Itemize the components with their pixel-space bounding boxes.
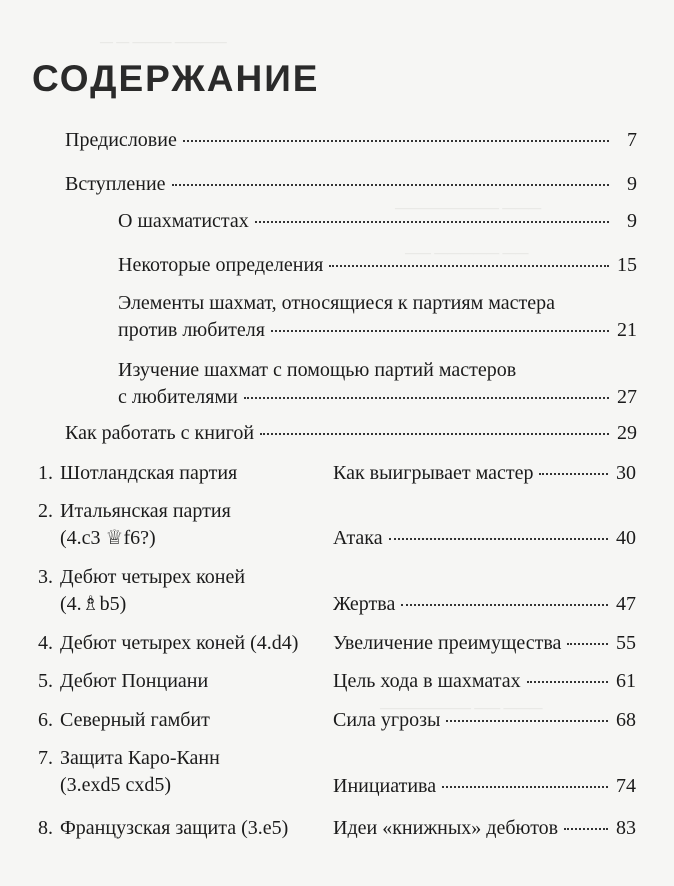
chapter-number: 6. (38, 709, 53, 731)
page-number: 9 (627, 210, 637, 232)
chapter-title (60, 498, 231, 552)
chapter-title (60, 707, 210, 734)
chapter-number: 7. (38, 747, 53, 769)
dot-leader (271, 330, 609, 332)
dot-leader (260, 433, 609, 435)
chapter-title (60, 668, 208, 695)
theme-label: Атака (333, 527, 383, 549)
chapter-title (60, 630, 298, 657)
dot-leader (564, 828, 608, 830)
page-number: 47 (616, 593, 636, 615)
dot-leader (255, 221, 609, 223)
page-number: 61 (616, 670, 636, 692)
dot-leader (329, 265, 609, 267)
chapter-title (60, 460, 237, 487)
page-number: 83 (616, 817, 636, 839)
entry-label: Вступление (65, 173, 166, 195)
chapter-theme (333, 591, 636, 618)
chapter-title-line: (4.♗b5) (60, 593, 127, 615)
page-number: 68 (616, 709, 636, 731)
show-through-text: ——————— —— ——— (380, 700, 543, 715)
chapter-title-line: Защита Каро-Канн (60, 747, 220, 769)
chapter-number: 3. (38, 566, 53, 588)
chapter-title (60, 564, 245, 618)
chapter-title-line: Дебют четырех коней (60, 566, 246, 588)
theme-label: Жертва (333, 593, 396, 615)
theme-label: Инициатива (333, 775, 437, 797)
chapter-theme (333, 525, 636, 552)
chapter-title-line: Северный гамбит (60, 709, 210, 731)
entry-label-line: Элементы шахмат, относящиеся к партиям мастера (118, 292, 556, 314)
chapter-theme (333, 630, 636, 657)
dot-leader (446, 720, 608, 722)
show-through-text: ———————— ——— (395, 200, 542, 215)
dot-leader (389, 538, 608, 540)
chapter-theme (333, 460, 636, 487)
toc-entry (65, 171, 637, 198)
entry-label: с любителями (118, 386, 238, 408)
chapter-title-line: Дебют четырех коней (4.d4) (60, 632, 299, 654)
chapter-theme (333, 668, 636, 695)
show-through-text: — — ——— ———— (100, 34, 227, 49)
chapter-number: 1. (38, 462, 53, 484)
page-number: 40 (616, 527, 636, 549)
page-title: СОДЕРЖАНИЕ (32, 58, 320, 99)
chapter-number: 2. (38, 500, 53, 522)
entry-label: О шахматистах (118, 210, 249, 232)
chapter-title-line: Французская защита (3.e5) (60, 817, 289, 839)
page-number: 55 (616, 632, 636, 654)
chapter-title-line: Дебют Понциани (60, 670, 209, 692)
chapter-theme (333, 815, 636, 842)
toc-entry (65, 127, 637, 154)
dot-leader (527, 681, 608, 683)
page-number: 21 (617, 319, 637, 341)
chapter-title (60, 745, 220, 799)
dot-leader (567, 643, 608, 645)
page-number: 29 (617, 422, 637, 444)
chapter-title-line: (3.exd5 cxd5) (60, 774, 172, 796)
entry-label: Как работать с книгой (65, 422, 255, 444)
entry-label: Некоторые определения (118, 254, 324, 276)
chapter-title-line: Итальянская партия (60, 500, 231, 522)
page-number: 15 (617, 254, 637, 276)
dot-leader (539, 473, 608, 475)
theme-label: Цель хода в шахматах (333, 670, 521, 692)
chapter-theme (333, 773, 636, 800)
dot-leader (172, 184, 609, 186)
chapter-title-line: (4.c3 ♕f6?) (60, 527, 156, 549)
chapter-number: 5. (38, 670, 53, 692)
entry-label-line: Изучение шахмат с помощью партий мастеров (118, 359, 517, 381)
page-number: 27 (617, 386, 637, 408)
toc-subentry (118, 290, 637, 344)
show-through-text: —— ————— —— (405, 245, 529, 260)
entry-label: против любителя (118, 319, 265, 341)
toc-subentry (118, 252, 637, 279)
chapter-number: 4. (38, 632, 53, 654)
dot-leader (183, 140, 609, 142)
chapter-title-line: Шотландская партия (60, 462, 238, 484)
page-number: 9 (627, 173, 637, 195)
theme-label: Как выигрывает мастер (333, 462, 534, 484)
toc-subentry (118, 208, 637, 235)
page-number: 7 (627, 129, 637, 151)
theme-label: Увеличение преимущества (333, 632, 562, 654)
entry-label: Предисловие (65, 129, 177, 151)
dot-leader (244, 397, 609, 399)
show-through-text: ——————— (420, 530, 511, 545)
chapter-number: 8. (38, 817, 53, 839)
dot-leader (442, 786, 608, 788)
toc-entry (65, 420, 637, 447)
page-number: 30 (616, 462, 636, 484)
theme-label: Идеи «книжных» дебютов (333, 817, 559, 839)
chapter-title (60, 815, 288, 842)
dot-leader (401, 604, 608, 606)
toc-subentry (118, 357, 637, 411)
chapter-theme (333, 707, 636, 734)
theme-label: Сила угрозы (333, 709, 441, 731)
page-number: 74 (616, 775, 636, 797)
